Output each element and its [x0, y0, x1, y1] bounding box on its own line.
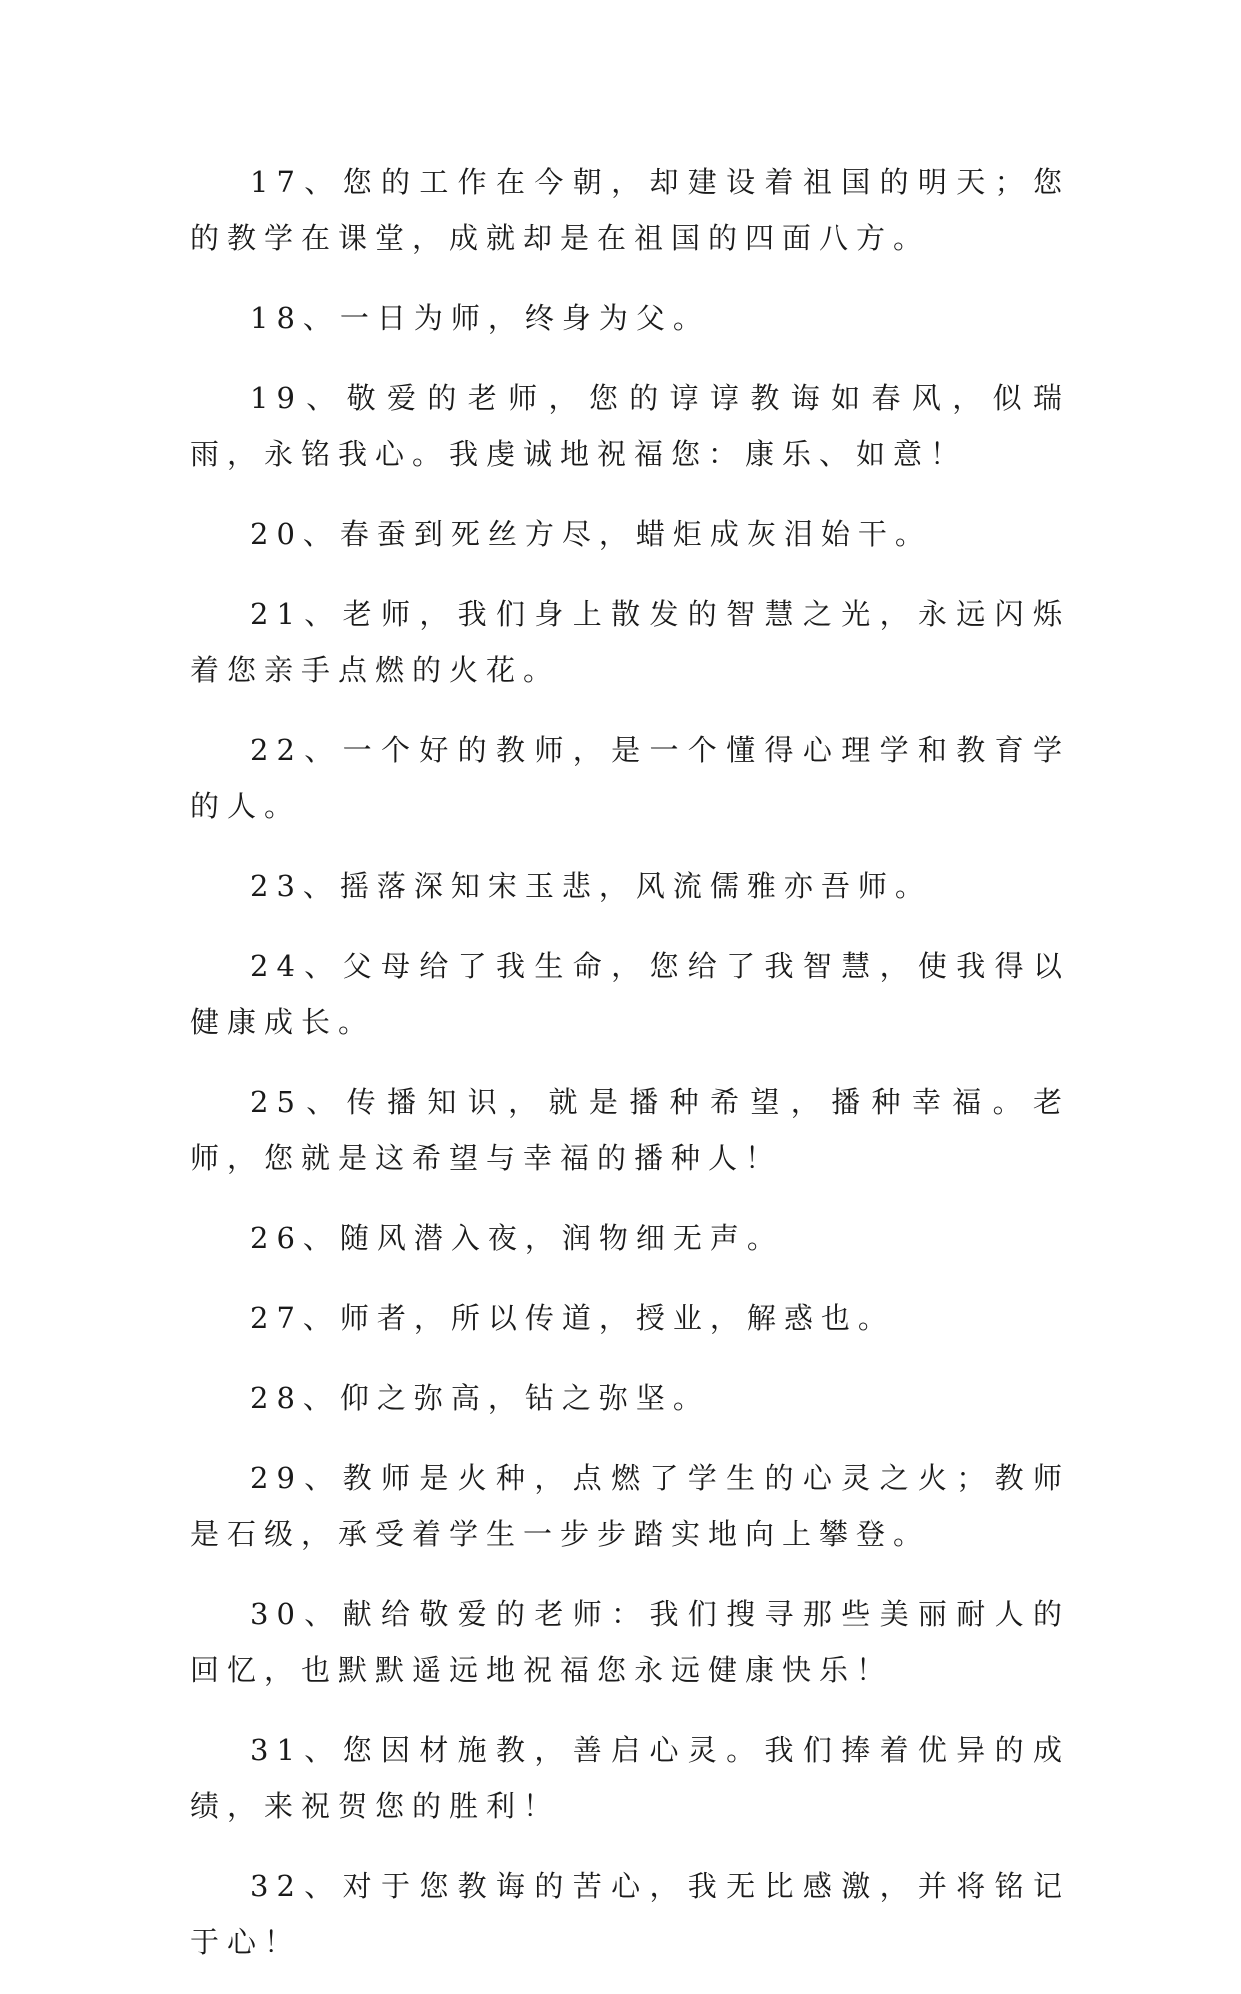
- paragraph-26: 26、随风潜入夜，润物细无声。: [250, 1221, 784, 1255]
- paragraph-29: 29、教师是火种，点燃了学生的心灵之火；教师是石级，承受着学生一步步踏实地向上攀登。: [190, 1461, 1070, 1551]
- paragraph-31: 31、您因材施教，善启心灵。我们捧着优异的成绩，来祝贺您的胜利！: [190, 1733, 1070, 1823]
- paragraph-30: 30、献给敬爱的老师：我们搜寻那些美丽耐人的回忆，也默默遥远地祝福您永远健康快乐！: [190, 1597, 1070, 1687]
- paragraph-18: 18、一日为师，终身为父。: [250, 301, 710, 335]
- paragraph-27: 27、师者，所以传道，授业，解惑也。: [250, 1301, 895, 1335]
- paragraph-19: 19、敬爱的老师，您的谆谆教诲如春风，似瑞雨，永铭我心。我虔诚地祝福您：康乐、如意！: [190, 381, 1070, 471]
- paragraph-32: 32、对于您教诲的苦心，我无比感激，并将铭记于心！: [190, 1869, 1070, 1959]
- paragraph-17: 17、您的工作在今朝，却建设着祖国的明天；您的教学在课堂，成就却是在祖国的四面八方。: [190, 165, 1070, 255]
- paragraph-25: 25、传播知识，就是播种希望，播种幸福。老师，您就是这希望与幸福的播种人！: [190, 1085, 1070, 1175]
- paragraph-22: 22、一个好的教师，是一个懂得心理学和教育学的人。: [190, 733, 1070, 823]
- paragraph-24: 24、父母给了我生命，您给了我智慧，使我得以健康成长。: [190, 949, 1070, 1039]
- paragraph-28: 28、仰之弥高，钻之弥坚。: [250, 1381, 710, 1415]
- paragraph-21: 21、老师，我们身上散发的智慧之光，永远闪烁着您亲手点燃的火花。: [190, 597, 1070, 687]
- document-page: [190, 154, 1070, 1994]
- paragraph-20: 20、春蚕到死丝方尽，蜡炬成灰泪始干。: [250, 517, 932, 551]
- paragraph-23: 23、摇落深知宋玉悲，风流儒雅亦吾师。: [250, 869, 932, 903]
